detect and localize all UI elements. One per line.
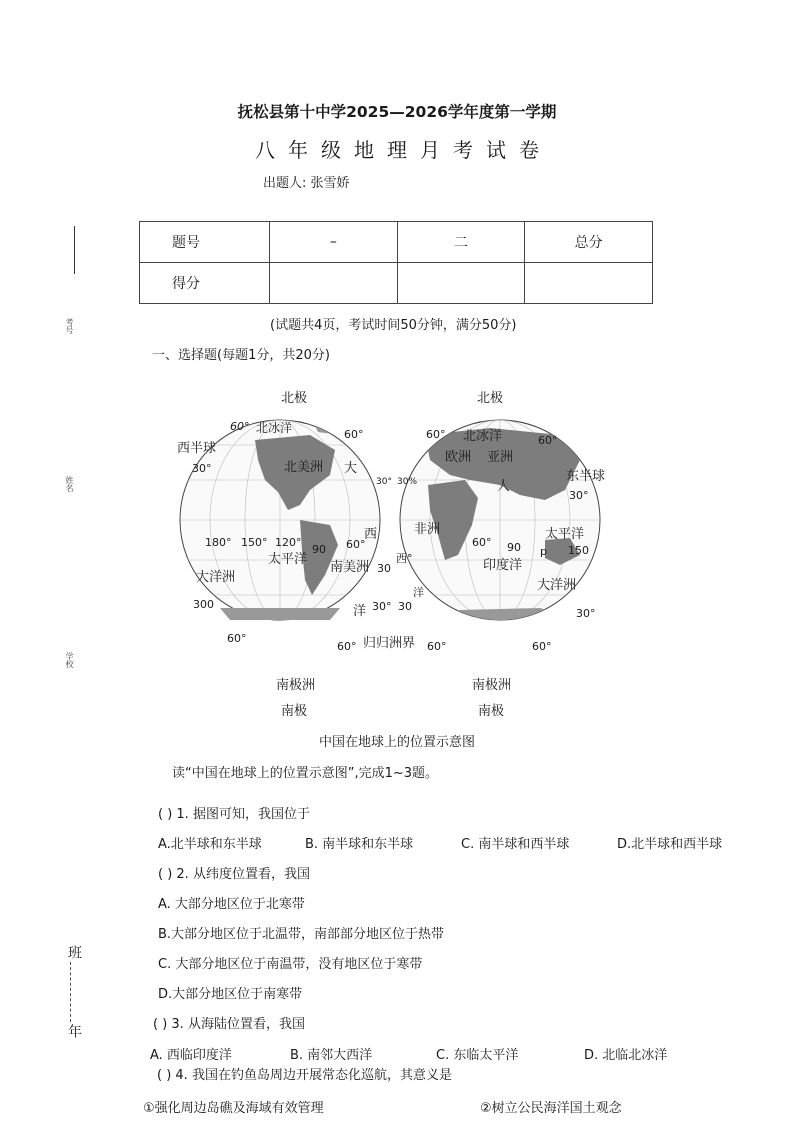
map-label-oceania-left: 大洋洲 [196,570,236,585]
question-1-option-d[interactable]: D.北半球和西半球 [617,837,723,852]
question-3-option-b[interactable]: B. 南邻大西洋 [290,1048,373,1063]
degree-label: 30° [576,607,596,620]
question-1-option-b[interactable]: B. 南半球和东半球 [305,837,414,852]
score-table [139,221,653,304]
degree-label: 洋 [413,586,424,599]
map-label-asia: 亚洲 [487,450,514,465]
section-title: 一、选择题(每题1分，共20分) [152,348,330,363]
question-1-option-c[interactable]: C. 南半球和西半球 [461,837,570,852]
question-4-stem: ( ) 4. 我国在钓鱼岛周边开展常态化巡航，其意义是 [157,1068,452,1083]
question-intro: 读“中国在地球上的位置示意图”,完成1~3题。 [172,766,439,781]
question-3-stem: ( ) 3. 从海陆位置看，我国 [153,1017,305,1032]
question-2-option-a[interactable]: A. 大部分地区位于北寒带 [158,897,305,912]
map-label-south-america: 南美洲 [330,560,370,575]
question-1-option-a[interactable]: A.北半球和东半球 [158,837,262,852]
map-label-africa: 非洲 [414,522,441,537]
score-input-part2[interactable] [397,263,525,304]
class-blank-line[interactable] [70,962,72,1022]
degree-label: 60° [472,536,492,549]
degree-label: 300 [193,598,214,611]
map-label-western-hemisphere: 西半球 [177,441,217,456]
degree-label: 90 [312,543,326,556]
question-2-option-b[interactable]: B.大部分地区位于北温带，南部部分地区位于热带 [158,927,445,942]
degree-label: 30 [377,562,391,575]
score-row-label: 得分 [140,263,270,304]
map-label-europe: 欧洲 [445,450,472,465]
map-label-pacific-right: 太平洋 [545,527,585,542]
setter-label: 出题人: 张雪娇 [263,176,350,191]
map-label-atlantic-bottom: 洋 [353,604,367,619]
map-label-antarctica-left: 南极洲 [276,678,316,693]
map-label-south-pole-left: 南极 [281,704,308,719]
score-input-part1[interactable] [270,263,398,304]
question-3-option-d[interactable]: D. 北临北冰洋 [584,1048,668,1063]
degree-label: 30° [376,477,392,487]
map-label-oceania-right: 大洋洲 [537,578,577,593]
map-label-arctic-right: 北冰洋 [463,429,503,444]
map-label-arctic-left: 北冰洋 [256,421,293,435]
side-label-id: 考号 [65,318,74,334]
degree-label: 60° [426,428,446,441]
degree-label: 60° [230,420,250,433]
map-label-atlantic-mid: 西 [364,527,378,542]
question-3-option-a[interactable]: A. 西临印度洋 [150,1048,232,1063]
degree-label: 60° [227,632,247,645]
map-label-eastern-hemisphere: 东半球 [566,469,606,484]
map-label-north-america: 北美洲 [284,460,324,475]
degree-label: 30° [569,489,589,502]
degree-label: 30° [192,462,212,475]
degree-label: 60° [344,428,364,441]
map-label-south-pole-right: 南极 [478,704,505,719]
binding-line [74,226,75,274]
degree-label: 60° [337,640,357,653]
map-label-asia-mid: 人 [497,479,511,494]
map-label-center: 归归洲界 [363,636,416,651]
degree-label: 180° [205,536,232,549]
question-2-option-c[interactable]: C. 大部分地区位于南温带，没有地区位于寒带 [158,957,423,972]
degree-label: 60° [427,640,447,653]
exam-title: 八年级地理月考试卷 [255,138,552,162]
score-table-header-row [140,222,653,263]
degree-label: 30° [372,600,392,613]
question-4-statement-2: ②树立公民海洋国土观念 [480,1101,622,1116]
map-label-north-pole-right: 北极 [477,391,504,406]
map-label-atlantic-top: 大 [344,461,358,476]
degree-label: 90 [507,541,521,554]
degree-label: p [540,545,547,558]
degree-label: 60° [532,640,552,653]
score-cell-total: 总分 [525,222,653,263]
degree-label: 西° [396,552,413,565]
degree-label: 30 [398,600,412,613]
map-label-north-pole-left: 北极 [281,391,308,406]
question-4-statement-1: ①强化周边岛礁及海域有效管理 [143,1101,324,1116]
side-label-class: 班 [66,945,82,959]
degree-label: 60° [538,434,558,447]
score-input-total[interactable] [525,263,653,304]
score-cell-part1: – [270,222,398,263]
side-label-grade: 年 [66,1024,82,1038]
side-label-school: 学校 [65,652,74,668]
degree-label: 60° [346,538,366,551]
side-label-name: 姓名 [65,476,74,492]
degree-label: 150° [241,536,268,549]
degree-label: 120° [275,536,302,549]
question-2-stem: ( ) 2. 从纬度位置看，我国 [158,867,310,882]
map-label-pacific-left: 太平洋 [268,552,308,567]
question-1-stem: ( ) 1. 据图可知，我国位于 [158,807,310,822]
degree-label: 150 [568,544,589,557]
map-label-indian-ocean: 印度洋 [483,558,523,573]
score-table-score-row [140,263,653,304]
question-3-option-c[interactable]: C. 东临太平洋 [436,1048,519,1063]
question-2-option-d[interactable]: D.大部分地区位于南寒带 [158,987,303,1002]
degree-label: 30% [397,477,418,487]
map-caption: 中国在地球上的位置示意图 [318,735,475,750]
map-label-antarctica-right: 南极洲 [472,678,512,693]
school-title: 抚松县第十中学2025—2026学年度第一学期 [237,103,557,121]
score-cell-label: 题号 [140,222,270,263]
score-cell-part2: 二 [397,222,525,263]
exam-note: (试题共4页，考试时间50分钟，满分50分) [270,318,517,333]
